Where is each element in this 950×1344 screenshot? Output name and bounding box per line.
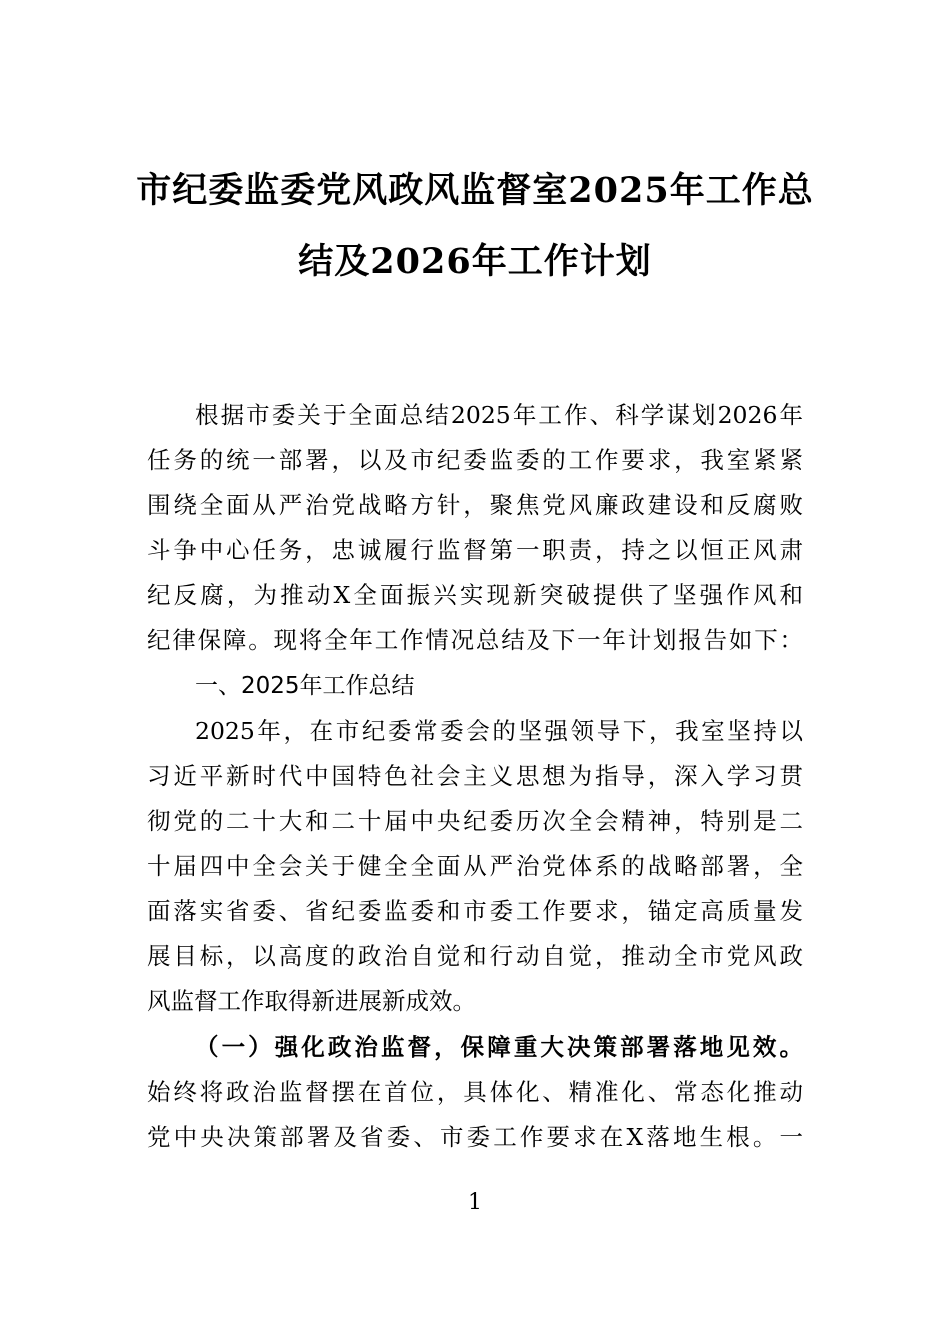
paragraph-line: 面落实省委、省纪委监委和市委工作要求，锚定高质量发 (147, 897, 803, 925)
paragraph-line: 根据市委关于全面总结2025年工作、科学谋划2026年 (195, 401, 803, 429)
paragraph-line: 纪反腐，为推动X全面振兴实现新突破提供了坚强作风和 (147, 581, 803, 609)
paragraph-line: 任务的统一部署，以及市纪委监委的工作要求，我室紧紧 (147, 446, 803, 474)
paragraph-line: 党中央决策部署及省委、市委工作要求在X落地生根。一 (147, 1123, 803, 1151)
paragraph-line: 2025年，在市纪委常委会的坚强领导下，我室坚持以 (195, 717, 803, 745)
document-title-line-2: 结及2026年工作计划 (298, 241, 652, 282)
paragraph-line: 风监督工作取得新进展新成效。 (147, 987, 476, 1015)
document-title-line-1: 市纪委监委党风政风监督室2025年工作总 (136, 170, 814, 211)
paragraph-line: 围绕全面从严治党战略方针，聚焦党风廉政建设和反腐败 (147, 491, 803, 519)
paragraph-line: 展目标，以高度的政治自觉和行动自觉，推动全市党风政 (147, 942, 803, 970)
page-number: 1 (468, 1190, 482, 1215)
paragraph-line: 彻党的二十大和二十届中央纪委历次全会精神，特别是二 (147, 807, 803, 835)
paragraph-line: 纪律保障。现将全年工作情况总结及下一年计划报告如下： (147, 626, 803, 654)
subsection-heading: （一）强化政治监督，保障重大决策部署落地见效。 (195, 1033, 803, 1061)
paragraph-line: 习近平新时代中国特色社会主义思想为指导，深入学习贯 (147, 762, 803, 790)
paragraph-line: 十届四中全会关于健全全面从严治党体系的战略部署，全 (147, 852, 803, 880)
section-heading: 一、2025年工作总结 (195, 673, 415, 699)
paragraph-line: 斗争中心任务，忠诚履行监督第一职责，持之以恒正风肃 (147, 536, 803, 564)
paragraph-line: 始终将政治监督摆在首位，具体化、精准化、常态化推动 (147, 1078, 803, 1106)
